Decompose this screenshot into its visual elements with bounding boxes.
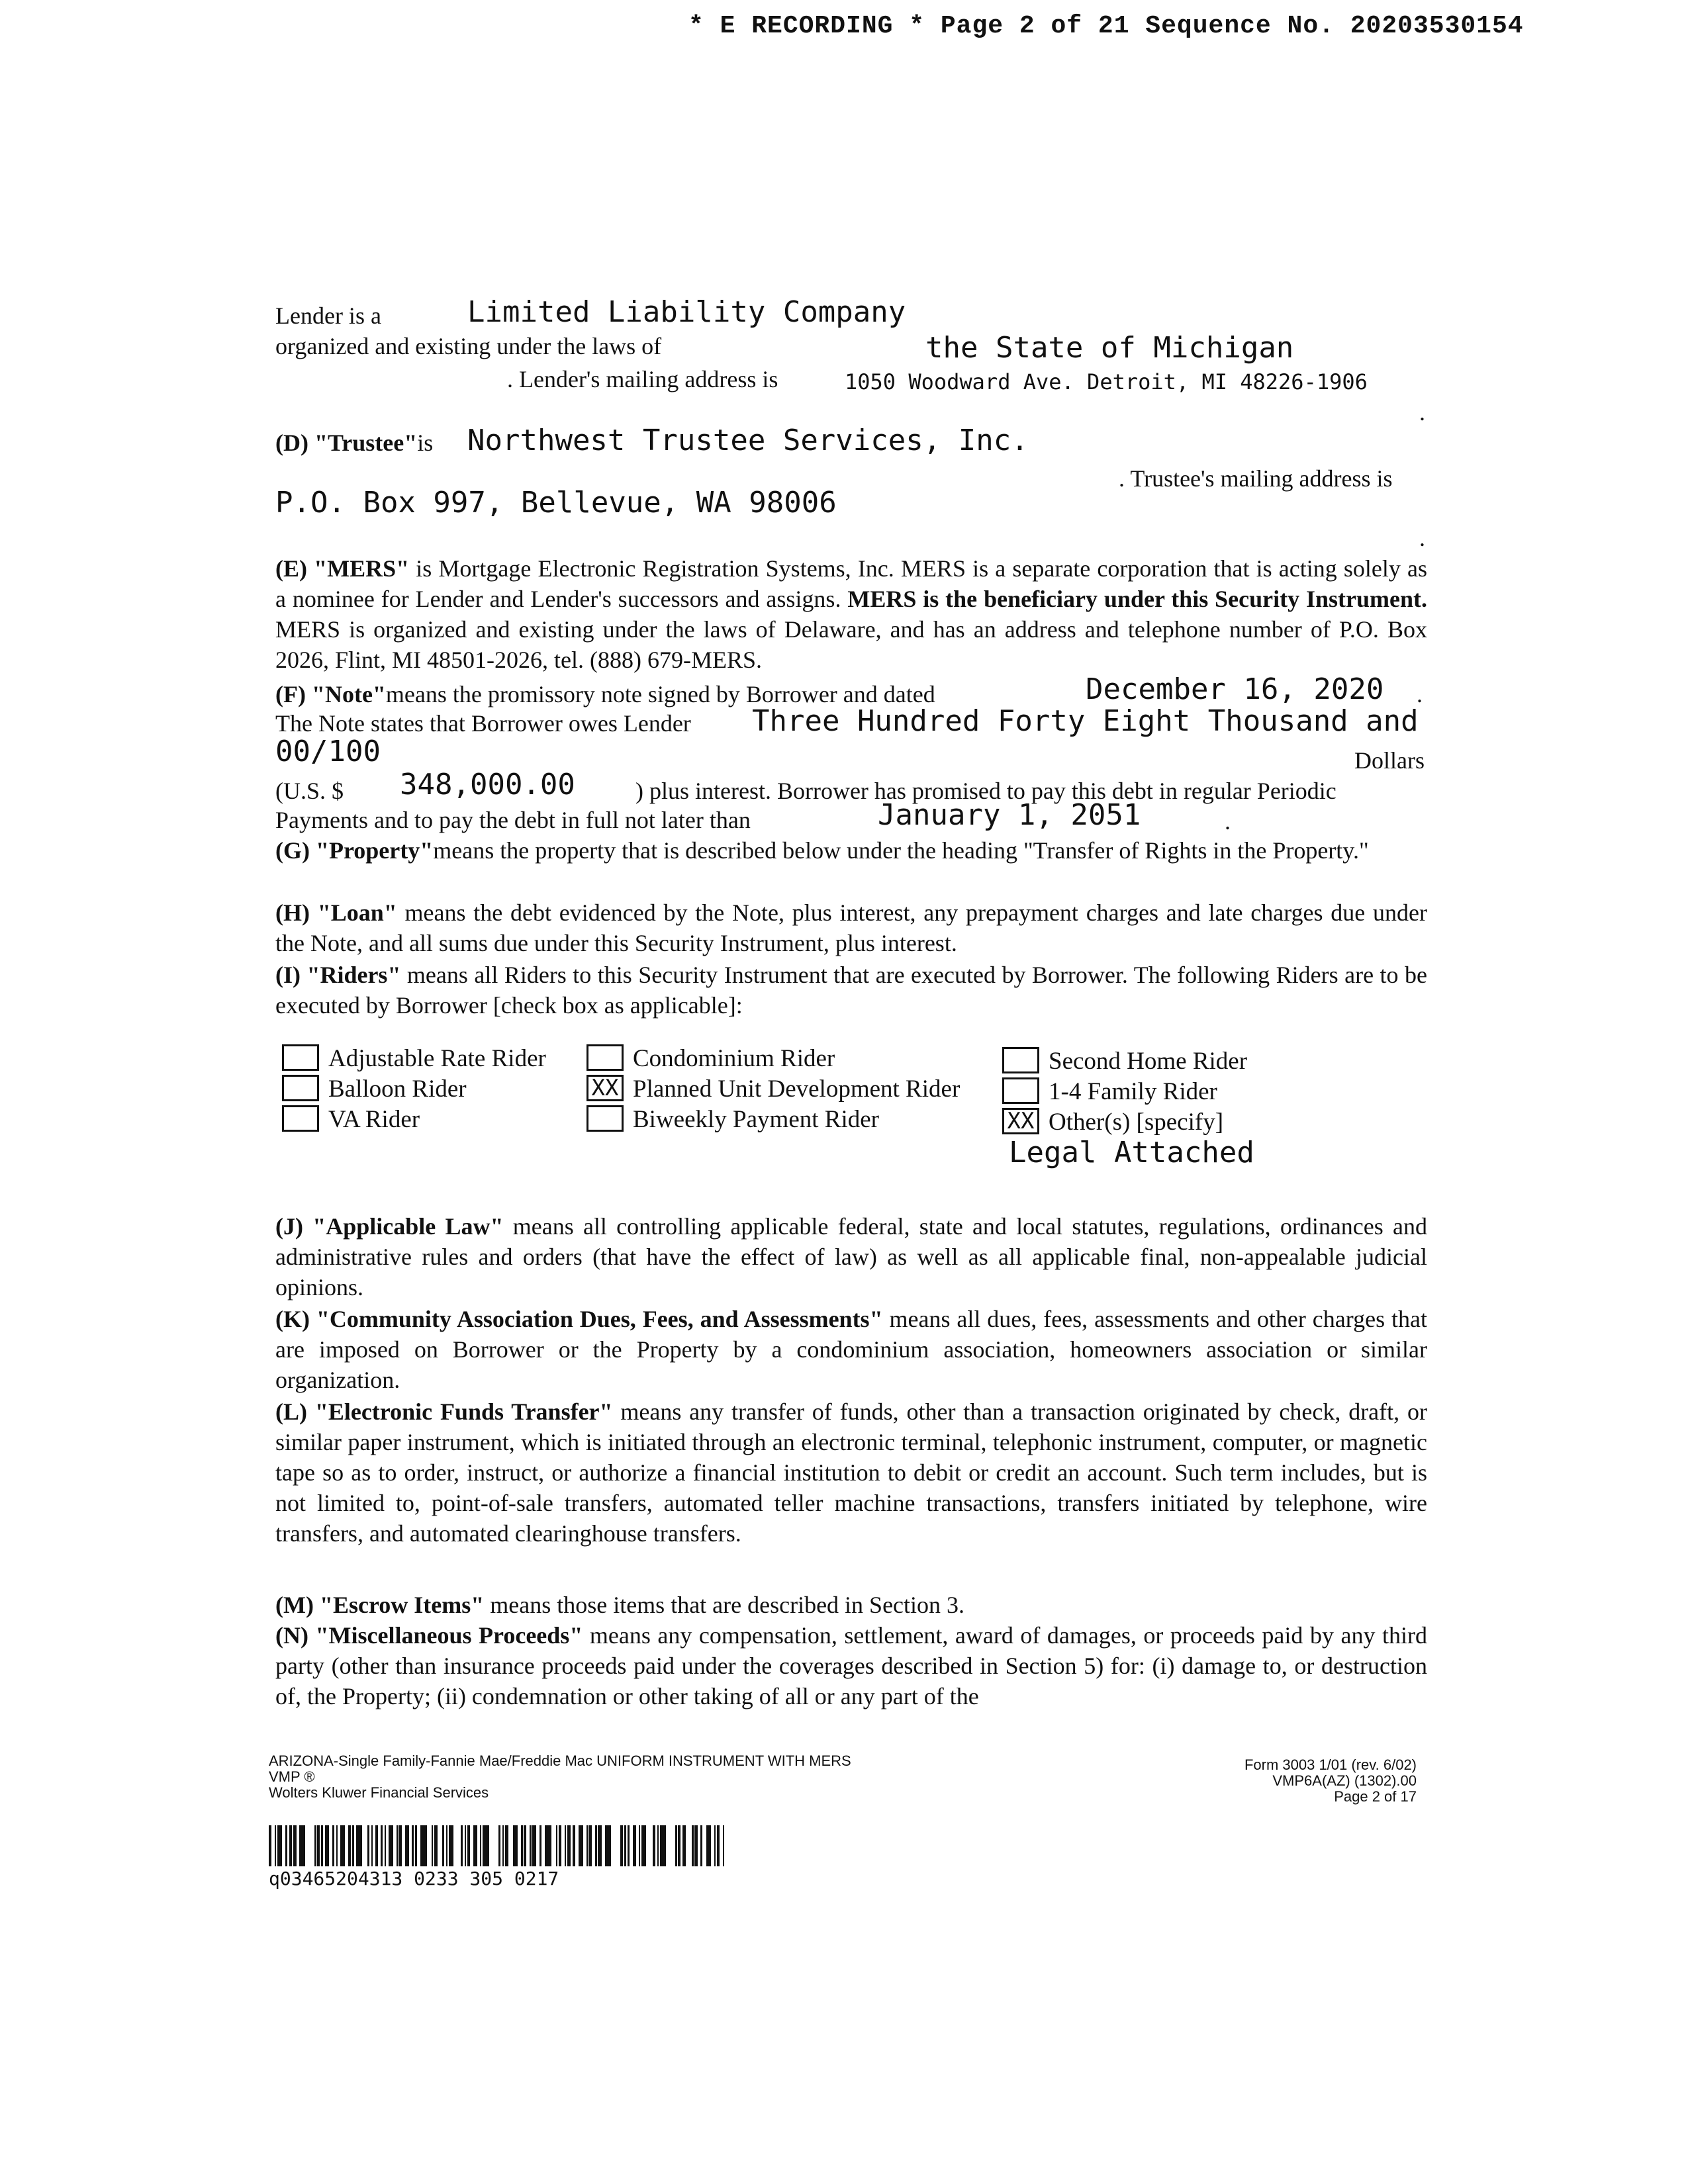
trustee-mailing-label: . Trustee's mailing address is [1119,465,1393,492]
note-owes-label: The Note states that Borrower owes Lender [275,710,691,737]
checkbox-second-home-rider[interactable] [1002,1047,1039,1073]
label-1-4-family-rider: 1-4 Family Rider [1049,1078,1217,1105]
trustee-line [275,428,433,458]
note-date-period: . [1417,681,1423,707]
community-association-paragraph [275,1304,1427,1395]
checkbox-balloon-rider[interactable] [282,1075,319,1101]
lender-mailing-address: 1050 Woodward Ave. Detroit, MI 48226-1906 [845,369,1368,394]
lender-period: . [1419,399,1425,426]
note-text-1: means the promissory note signed by Borrower and dated [385,681,935,707]
lender-organized-label: organized and existing under the laws of [275,333,662,359]
property-label: (G) "Property" [275,837,434,864]
checkbox-other-rider[interactable]: XX [1002,1108,1039,1134]
misc-proceeds-paragraph [275,1620,1427,1711]
checkbox-1-4-family-rider[interactable] [1002,1077,1039,1104]
barcode [269,1825,726,1866]
checkbox-biweekly-payment-rider[interactable] [586,1105,624,1132]
note-label: (F) "Note" [275,681,386,707]
label-biweekly-payment-rider: Biweekly Payment Rider [633,1106,879,1133]
footer-page-number: Page 2 of 17 [1334,1788,1417,1805]
mers-paragraph [275,553,1427,675]
footer-line-2: VMP ® [269,1768,315,1785]
mers-beneficiary-statement: MERS is the beneficiary under this Security Instrument. [847,586,1427,612]
footer-line-1: ARIZONA-Single Family-Fannie Mae/Freddie Mac UNIFORM INSTRUMENT WITH MERS [269,1752,851,1769]
property-text: means the property that is described below under the heading "Transfer of Rights in the Property." [433,837,1369,864]
note-amount-words-2: 00/100 [275,735,381,768]
trustee-label: (D) "Trustee" [275,430,418,456]
community-association-text: means all dues, fees, assessments and other charges that are imposed on Borrower or the Property by a condominium association, homeowners association or similar organization. [275,1306,1427,1393]
note-date: December 16, 2020 [1086,672,1384,706]
note-dollars-label: Dollars [1354,747,1425,774]
loan-paragraph [275,897,1427,958]
note-amount-words: Three Hundred Forty Eight Thousand and [752,704,1419,738]
note-maturity-period: . [1225,808,1231,835]
riders-label: (I) "Riders" [275,962,401,988]
eft-paragraph [275,1396,1427,1549]
eft-text: means any transfer of funds, other than a transaction originated by check, draft, or similar paper instrument, which is initiated through an electronic terminal, telephonic instrument, computer, or magnetic tape so as to order, instruct, or authorize a financial institution to debit or credit an account. Such term includes, but is not limited to, point-of-sale transfers, automated teller machine transactions, transfers initiated by telephone, wire transfers, and automated clearinghouse transfers. [275,1398,1427,1547]
footer-line-3: Wolters Kluwer Financial Services [269,1784,489,1801]
note-us-label: (U.S. $ [275,778,344,804]
other-rider-specify: Legal Attached [1009,1136,1254,1169]
escrow-items-label: (M) "Escrow Items" [275,1592,485,1618]
label-adjustable-rate-rider: Adjustable Rate Rider [328,1045,546,1072]
note-amount: 348,000.00 [400,768,575,801]
barcode-number: q03465204313 0233 305 0217 [269,1868,559,1889]
recording-header: * E RECORDING * Page 2 of 21 Sequence No. 20203530154 [688,12,1524,40]
trustee-address: P.O. Box 997, Bellevue, WA 98006 [275,486,837,520]
applicable-law-text: means all controlling applicable federal, state and local statutes, regulations, ordinances and administrative rules and orders (that have the effect of law) as well as all applicable final, non-appealable judicial opinions. [275,1213,1427,1300]
applicable-law-paragraph [275,1211,1427,1302]
mers-text-2: MERS is organized and existing under the laws of Delaware, and has an address and telephone number of P.O. Box 2026, Flint, MI 48501-2026, tel. (888) 679-MERS. [275,616,1427,673]
loan-text: means the debt evidenced by the Note, plus interest, any prepayment charges and late charges due under the Note, and all sums due under this Security Instrument, plus interest. [275,899,1428,956]
note-text-4: Payments and to pay the debt in full not later than [275,807,751,833]
applicable-law-label: (J) "Applicable Law" [275,1213,504,1240]
escrow-items-text: means those items that are described in Section 3. [484,1592,965,1618]
note-text-3: ) plus interest. Borrower has promised to pay this debt in regular Periodic [635,778,1336,804]
label-planned-unit-development-rider: Planned Unit Development Rider [633,1075,961,1103]
property-paragraph [275,835,1427,866]
riders-paragraph [275,960,1427,1021]
footer-form-code: VMP6A(AZ) (1302).00 [1272,1772,1417,1789]
label-condominium-rider: Condominium Rider [633,1045,835,1072]
checkbox-adjustable-rate-rider[interactable] [282,1044,319,1071]
trustee-period: . [1419,525,1425,551]
checkbox-planned-unit-development-rider[interactable]: XX [586,1075,624,1101]
mers-text-1: is Mortgage Electronic Registration Systems, Inc. MERS is a separate corporation that is acting solely as a nominee for Lender and Lender's successors and assigns. [275,555,1427,612]
community-association-label: (K) "Community Association Dues, Fees, and Assessments" [275,1306,883,1332]
lender-is-label: Lender is a [275,302,381,329]
eft-label: (L) "Electronic Funds Transfer" [275,1398,613,1425]
trustee-is: is [417,430,434,456]
lender-mailing-label: . Lender's mailing address is [507,366,778,392]
loan-label: (H) "Loan" [275,899,397,926]
note-maturity-date: January 1, 2051 [878,798,1141,832]
misc-proceeds-label: (N) "Miscellaneous Proceeds" [275,1622,583,1649]
label-second-home-rider: Second Home Rider [1049,1048,1248,1075]
lender-entity-type: Limited Liability Company [467,295,906,329]
checkbox-condominium-rider[interactable] [586,1044,624,1071]
mers-label: (E) "MERS" [275,555,410,582]
trustee-name: Northwest Trustee Services, Inc. [467,424,1029,457]
escrow-items-paragraph [275,1590,1427,1620]
misc-proceeds-text: means any compensation, settlement, award of damages, or proceeds paid by any third party (other than insurance proceeds paid under the coverages described in Section 5) for: (i) damage to, or destruction of, the Property; (ii) condemnation or other taking of all or any part of the [275,1622,1428,1709]
riders-text: means all Riders to this Security Instrument that are executed by Borrower. The following Riders are to be executed by Borrower [check box as applicable]: [275,962,1428,1019]
label-va-rider: VA Rider [328,1106,420,1133]
footer-form-number: Form 3003 1/01 (rev. 6/02) [1244,1756,1417,1773]
lender-jurisdiction: the State of Michigan [925,331,1294,365]
checkbox-va-rider[interactable] [282,1105,319,1132]
label-balloon-rider: Balloon Rider [328,1075,467,1103]
label-other-rider: Other(s) [specify] [1049,1109,1224,1136]
